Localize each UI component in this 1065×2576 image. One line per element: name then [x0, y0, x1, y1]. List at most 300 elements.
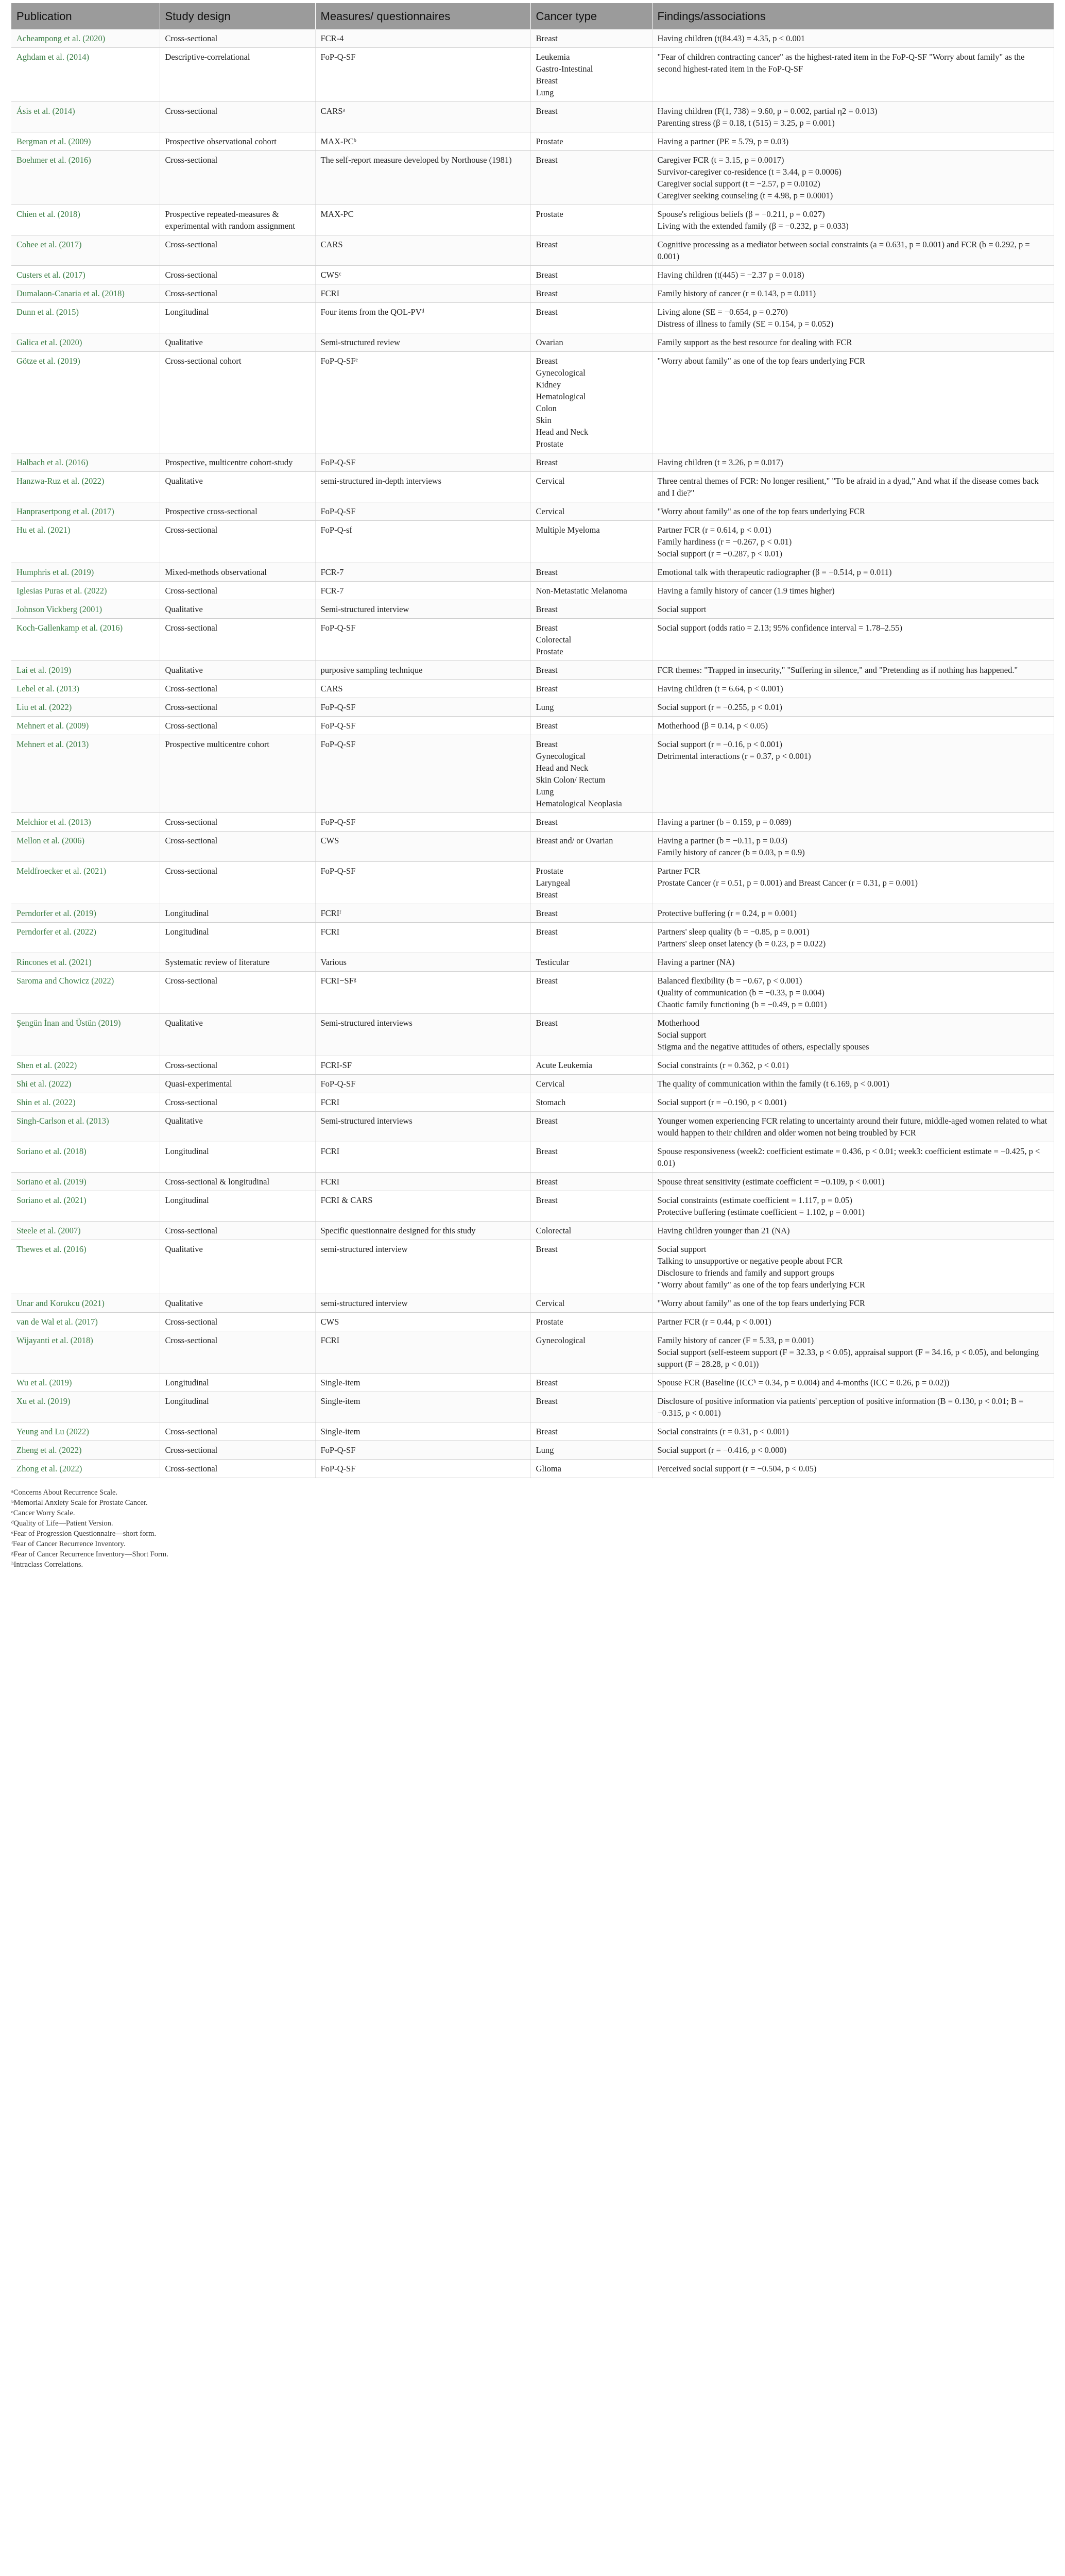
table-row [11, 1093, 1054, 1112]
cancer-type-line: Cervical [536, 506, 565, 516]
measures-cell: CWS [315, 1313, 530, 1331]
finding-line: Having children (t(84.43) = 4.35, p < 0.001 [657, 33, 805, 43]
findings-cell [652, 1222, 1054, 1240]
finding-line: Partner FCR [657, 866, 700, 876]
table-row [11, 953, 1054, 972]
measures-cell: FoP-Q-SF [315, 862, 530, 904]
publication-link[interactable]: Hu et al. (2021) [11, 521, 160, 563]
measures-cell: Single-item [315, 1422, 530, 1441]
measures-cell: Single-item [315, 1374, 530, 1392]
publication-link[interactable]: Yeung and Lu (2022) [11, 1422, 160, 1441]
publication-link[interactable]: Şengün İnan and Üstün (2019) [11, 1014, 160, 1056]
findings-cell [652, 813, 1054, 832]
study-design-cell: Prospective, multicentre cohort-study [160, 453, 315, 472]
publication-link[interactable]: Melchior et al. (2013) [11, 813, 160, 832]
publication-link[interactable]: Shin et al. (2022) [11, 1093, 160, 1112]
table-row [11, 661, 1054, 680]
publication-link[interactable]: Hanzwa-Ruz et al. (2022) [11, 472, 160, 502]
cancer-type-cell [530, 1056, 652, 1075]
table-row [11, 1331, 1054, 1374]
table-row [11, 352, 1054, 453]
measures-cell: Semi-structured interviews [315, 1014, 530, 1056]
publication-link[interactable]: Boehmer et al. (2016) [11, 151, 160, 205]
findings-cell [652, 48, 1054, 102]
publication-link[interactable]: Hanprasertpong et al. (2017) [11, 502, 160, 521]
finding-line: Social constraints (r = 0.362, p < 0.01) [657, 1060, 789, 1070]
measures-cell: MAX-PC [315, 205, 530, 235]
publication-link[interactable]: Mehnert et al. (2013) [11, 735, 160, 813]
cancer-type-line: Colon [536, 403, 557, 413]
finding-line: "Worry about family" as one of the top fears underlying FCR [657, 356, 865, 366]
study-design-cell: Cross-sectional [160, 29, 315, 48]
finding-line: "Worry about family" as one of the top fears underlying FCR [657, 1280, 865, 1290]
cancer-type-line: Breast [536, 1177, 558, 1187]
study-design-cell: Cross-sectional [160, 266, 315, 284]
finding-line: The quality of communication within the family (t 6.169, p < 0.001) [657, 1079, 889, 1089]
finding-line: Having a partner (b = −0.11, p = 0.03) [657, 836, 787, 845]
findings-cell [652, 563, 1054, 582]
study-design-cell: Cross-sectional [160, 832, 315, 862]
table-row [11, 1191, 1054, 1222]
publication-link[interactable]: Perndorfer et al. (2022) [11, 923, 160, 953]
measures-cell: FCR-7 [315, 563, 530, 582]
study-design-cell: Cross-sectional [160, 284, 315, 303]
findings-cell [652, 333, 1054, 352]
measures-cell: FoP-Q-SF [315, 48, 530, 102]
publication-link[interactable]: Shi et al. (2022) [11, 1075, 160, 1093]
table-row [11, 29, 1054, 48]
finding-line: Family history of cancer (b = 0.03, p = 0.9) [657, 848, 805, 857]
findings-cell [652, 1142, 1054, 1173]
publication-link[interactable]: Soriano et al. (2019) [11, 1173, 160, 1191]
cancer-type-line: Breast [536, 457, 558, 467]
publication-link[interactable]: Johnson Vickberg (2001) [11, 600, 160, 619]
cancer-type-cell [530, 1374, 652, 1392]
study-design-cell: Cross-sectional [160, 582, 315, 600]
table-row [11, 472, 1054, 502]
study-design-cell: Longitudinal [160, 1142, 315, 1173]
header-measures: Measures/ questionnaires [315, 3, 530, 29]
finding-line: Having children younger than 21 (NA) [657, 1226, 790, 1235]
cancer-type-line: Colorectal [536, 635, 572, 645]
cancer-type-line: Lung [536, 88, 554, 97]
table-row [11, 1112, 1054, 1142]
cancer-type-cell [530, 832, 652, 862]
study-design-cell: Qualitative [160, 1294, 315, 1313]
cancer-type-line: Breast [536, 356, 558, 366]
cancer-type-line: Skin [536, 415, 552, 425]
cancer-type-cell [530, 1112, 652, 1142]
finding-line: Having a partner (NA) [657, 957, 735, 967]
findings-cell [652, 235, 1054, 266]
publication-link[interactable]: Lai et al. (2019) [11, 661, 160, 680]
findings-cell [652, 151, 1054, 205]
publication-link[interactable]: van de Wal et al. (2017) [11, 1313, 160, 1331]
finding-line: "Fear of children contracting cancer" as the highest-rated item in the FoP-Q-SF "Worry about family" as the second highest-rated item in the FoP-Q-SF [657, 52, 1025, 74]
table-row [11, 600, 1054, 619]
cancer-type-line: Gynecological [536, 368, 586, 378]
cancer-type-line: Lung [536, 702, 554, 712]
findings-cell [652, 502, 1054, 521]
cancer-type-line: Breast [536, 908, 558, 918]
cancer-type-line: Breast [536, 1378, 558, 1387]
findings-cell [652, 284, 1054, 303]
publication-link[interactable]: Zheng et al. (2022) [11, 1441, 160, 1460]
findings-cell [652, 1191, 1054, 1222]
cancer-type-line: Breast [536, 270, 558, 280]
cancer-type-cell [530, 1422, 652, 1441]
findings-cell [652, 1460, 1054, 1478]
cancer-type-cell [530, 972, 652, 1014]
finding-line: Perceived social support (r = −0.504, p < 0.05) [657, 1464, 817, 1473]
findings-cell [652, 453, 1054, 472]
table-row [11, 48, 1054, 102]
finding-line: Younger women experiencing FCR relating to uncertainty around their future, middle-aged women related to what would happen to their children and older women not being troubled by FCR [657, 1116, 1047, 1138]
study-design-cell: Systematic review of literature [160, 953, 315, 972]
study-design-cell: Qualitative [160, 600, 315, 619]
publication-link[interactable]: Rincones et al. (2021) [11, 953, 160, 972]
findings-cell [652, 1313, 1054, 1331]
measures-cell: FCRI [315, 1331, 530, 1374]
publication-link[interactable]: Ásis et al. (2014) [11, 102, 160, 132]
table-row [11, 1142, 1054, 1173]
footnotes [11, 1487, 1054, 1570]
cancer-type-line: Head and Neck [536, 427, 589, 437]
publication-link[interactable]: Mellon et al. (2006) [11, 832, 160, 862]
publication-link[interactable]: Halbach et al. (2016) [11, 453, 160, 472]
finding-line: Having a partner (PE = 5.79, p = 0.03) [657, 137, 789, 146]
publication-link[interactable]: Singh-Carlson et al. (2013) [11, 1112, 160, 1142]
cancer-type-cell [530, 266, 652, 284]
cancer-type-cell [530, 48, 652, 102]
publication-link[interactable]: Custers et al. (2017) [11, 266, 160, 284]
cancer-type-cell [530, 619, 652, 661]
findings-cell [652, 904, 1054, 923]
cancer-type-cell [530, 1093, 652, 1112]
cancer-type-line: Gynecological [536, 1335, 586, 1345]
findings-cell [652, 1240, 1054, 1294]
table-row [11, 1392, 1054, 1422]
findings-cell [652, 1374, 1054, 1392]
cancer-type-line: Colorectal [536, 1226, 572, 1235]
cancer-type-line: Lung [536, 787, 554, 796]
findings-cell [652, 1422, 1054, 1441]
measures-cell: FoP-Q-SFᵉ [315, 352, 530, 453]
cancer-type-cell [530, 1014, 652, 1056]
study-design-cell: Qualitative [160, 472, 315, 502]
measures-cell: FoP-Q-SF [315, 1441, 530, 1460]
measures-cell: FoP-Q-SF [315, 717, 530, 735]
study-design-cell: Cross-sectional [160, 1460, 315, 1478]
publication-link[interactable]: Cohee et al. (2017) [11, 235, 160, 266]
publication-link[interactable]: Soriano et al. (2021) [11, 1191, 160, 1222]
header-row [11, 3, 1054, 29]
cancer-type-line: Skin Colon/ Rectum [536, 775, 606, 785]
publication-link[interactable]: Soriano et al. (2018) [11, 1142, 160, 1173]
publication-link[interactable]: Shen et al. (2022) [11, 1056, 160, 1075]
table-row [11, 904, 1054, 923]
finding-line: Emotional talk with therapeutic radiographer (β = −0.514, p = 0.011) [657, 567, 892, 577]
cancer-type-line: Breast [536, 1396, 558, 1406]
cancer-type-cell [530, 862, 652, 904]
findings-cell [652, 1173, 1054, 1191]
publication-link[interactable]: Thewes et al. (2016) [11, 1240, 160, 1294]
publication-link[interactable]: Dumalaon-Canaria et al. (2018) [11, 284, 160, 303]
measures-cell: FCRIᶠ [315, 904, 530, 923]
cancer-type-line: Breast [536, 289, 558, 298]
publication-link[interactable]: Götze et al. (2019) [11, 352, 160, 453]
table-row [11, 680, 1054, 698]
cancer-type-cell [530, 1075, 652, 1093]
findings-cell [652, 1056, 1054, 1075]
measures-cell: FCRI [315, 1173, 530, 1191]
cancer-type-line: Breast [536, 623, 558, 633]
study-design-cell: Cross-sectional [160, 1313, 315, 1331]
publication-link[interactable]: Meldfroecker et al. (2021) [11, 862, 160, 904]
cancer-type-line: Breast [536, 817, 558, 827]
study-design-cell: Cross-sectional [160, 619, 315, 661]
publication-link[interactable]: Mehnert et al. (2009) [11, 717, 160, 735]
table-row [11, 813, 1054, 832]
cancer-type-line: Breast [536, 1018, 558, 1028]
finding-line: Having children (t = 6.64, p < 0.001) [657, 684, 783, 693]
finding-line: Social support (r = −0.190, p < 0.001) [657, 1097, 787, 1107]
publication-link[interactable]: Bergman et al. (2009) [11, 132, 160, 151]
findings-cell [652, 29, 1054, 48]
findings-cell [652, 205, 1054, 235]
finding-line: Caregiver seeking counseling (t = 4.98, p = 0.0001) [657, 191, 833, 200]
publication-link[interactable]: Galica et al. (2020) [11, 333, 160, 352]
cancer-type-cell [530, 735, 652, 813]
findings-cell [652, 1441, 1054, 1460]
cancer-type-line: Non-Metastatic Melanoma [536, 586, 627, 596]
publication-link[interactable]: Lebel et al. (2013) [11, 680, 160, 698]
measures-cell: FoP-Q-sf [315, 521, 530, 563]
finding-line: Living with the extended family (β = −0.232, p = 0.033) [657, 221, 849, 231]
study-design-cell: Cross-sectional [160, 1093, 315, 1112]
publication-link[interactable]: Chien et al. (2018) [11, 205, 160, 235]
measures-cell: FCRI [315, 923, 530, 953]
table-row [11, 735, 1054, 813]
table-row [11, 235, 1054, 266]
table-header [11, 3, 1054, 29]
cancer-type-cell [530, 1441, 652, 1460]
measures-cell: FoP-Q-SF [315, 735, 530, 813]
cancer-type-cell [530, 717, 652, 735]
study-design-cell: Qualitative [160, 661, 315, 680]
cancer-type-line: Breast [536, 604, 558, 614]
finding-line: Cognitive processing as a mediator between social constraints (a = 0.631, p = 0.001) and FCR (b = 0.292, p = 0.001) [657, 240, 1030, 261]
study-design-cell: Qualitative [160, 333, 315, 352]
finding-line: Spouse threat sensitivity (estimate coefficient = −0.109, p < 0.001) [657, 1177, 885, 1187]
header-cancer-type: Cancer type [530, 3, 652, 29]
finding-line: Having a partner (b = 0.159, p = 0.089) [657, 817, 792, 827]
publication-link[interactable]: Wijayanti et al. (2018) [11, 1331, 160, 1374]
finding-line: Quality of communication (b = −0.33, p = 0.004) [657, 988, 824, 997]
finding-line: Spouse's religious beliefs (β = −0.211, p = 0.027) [657, 209, 825, 219]
study-design-cell: Descriptive-correlational [160, 48, 315, 102]
measures-cell: FoP-Q-SF [315, 698, 530, 717]
finding-line: Protective buffering (r = 0.24, p = 0.001) [657, 908, 797, 918]
cancer-type-cell [530, 1294, 652, 1313]
finding-line: Stigma and the negative attitudes of others, especially spouses [657, 1042, 869, 1052]
findings-cell [652, 266, 1054, 284]
study-design-cell: Prospective cross-sectional [160, 502, 315, 521]
study-design-cell: Cross-sectional [160, 1422, 315, 1441]
cancer-type-cell [530, 1331, 652, 1374]
finding-line: Spouse responsiveness (week2: coefficient estimate = 0.436, p < 0.01; week3: coefficient estimate = −0.425, p < 0.01) [657, 1146, 1040, 1168]
study-design-cell: Cross-sectional & longitudinal [160, 1173, 315, 1191]
table-row [11, 284, 1054, 303]
finding-line: Family support as the best resource for dealing with FCR [657, 337, 852, 347]
publication-link[interactable]: Unar and Korukcu (2021) [11, 1294, 160, 1313]
cancer-type-cell [530, 1460, 652, 1478]
finding-line: Spouse FCR (Baseline (ICCʰ = 0.34, p = 0.004) and 4-months (ICC = 0.26, p = 0.02)) [657, 1378, 950, 1387]
finding-line: Social support (r = −0.255, p < 0.01) [657, 702, 782, 712]
findings-cell [652, 600, 1054, 619]
table-row [11, 1240, 1054, 1294]
publication-link[interactable]: Wu et al. (2019) [11, 1374, 160, 1392]
publication-link[interactable]: Liu et al. (2022) [11, 698, 160, 717]
finding-line: "Worry about family" as one of the top fears underlying FCR [657, 1298, 865, 1308]
cancer-type-line: Prostate [536, 137, 563, 146]
findings-cell [652, 661, 1054, 680]
measures-cell: semi-structured interview [315, 1240, 530, 1294]
table-row [11, 502, 1054, 521]
finding-line: Prostate Cancer (r = 0.51, p = 0.001) and Breast Cancer (r = 0.31, p = 0.001) [657, 878, 918, 888]
cancer-type-line: Ovarian [536, 337, 563, 347]
table-row [11, 1294, 1054, 1313]
measures-cell: FCRI [315, 1093, 530, 1112]
findings-cell [652, 472, 1054, 502]
footnote: ᶠFear of Cancer Recurrence Inventory. [11, 1540, 126, 1548]
publication-link[interactable]: Aghdam et al. (2014) [11, 48, 160, 102]
table-row [11, 832, 1054, 862]
findings-cell [652, 698, 1054, 717]
study-design-cell: Longitudinal [160, 1374, 315, 1392]
publication-link[interactable]: Humphris et al. (2019) [11, 563, 160, 582]
findings-cell [652, 1294, 1054, 1313]
table-row [11, 521, 1054, 563]
measures-cell: CWSᶜ [315, 266, 530, 284]
study-design-cell: Longitudinal [160, 1392, 315, 1422]
table-row [11, 1422, 1054, 1441]
cancer-type-line: Breast [536, 976, 558, 986]
cancer-type-cell [530, 1222, 652, 1240]
cancer-type-cell [530, 813, 652, 832]
cancer-type-cell [530, 453, 652, 472]
publication-link[interactable]: Dunn et al. (2015) [11, 303, 160, 333]
cancer-type-line: Cervical [536, 1298, 565, 1308]
finding-line: Talking to unsupportive or negative people about FCR [657, 1256, 843, 1266]
cancer-type-line: Breast [536, 33, 558, 43]
table-row [11, 1222, 1054, 1240]
table-row [11, 972, 1054, 1014]
finding-line: Partners' sleep quality (b = −0.85, p = 0.001) [657, 927, 810, 937]
study-design-cell: Prospective repeated-measures & experimental with random assignment [160, 205, 315, 235]
measures-cell: Semi-structured review [315, 333, 530, 352]
cancer-type-line: Breast [536, 106, 558, 116]
study-design-cell: Longitudinal [160, 904, 315, 923]
measures-cell: Specific questionnaire designed for this study [315, 1222, 530, 1240]
study-design-cell: Cross-sectional [160, 521, 315, 563]
findings-cell [652, 832, 1054, 862]
publication-link[interactable]: Zhong et al. (2022) [11, 1460, 160, 1478]
study-design-cell: Cross-sectional [160, 717, 315, 735]
study-design-cell: Cross-sectional [160, 1331, 315, 1374]
cancer-type-line: Breast [536, 76, 558, 86]
table-row [11, 1441, 1054, 1460]
cancer-type-cell [530, 303, 652, 333]
publication-link[interactable]: Steele et al. (2007) [11, 1222, 160, 1240]
table-row [11, 1460, 1054, 1478]
measures-cell: FoP-Q-SF [315, 619, 530, 661]
finding-line: Chaotic family functioning (b = −0.49, p = 0.001) [657, 999, 827, 1009]
measures-cell: semi-structured in-depth interviews [315, 472, 530, 502]
findings-cell [652, 1014, 1054, 1056]
table-row [11, 1056, 1054, 1075]
table-row [11, 1313, 1054, 1331]
table-row [11, 205, 1054, 235]
cancer-type-line: Breast [536, 155, 558, 165]
measures-cell: FoP-Q-SF [315, 1075, 530, 1093]
publication-link[interactable]: Koch-Gallenkamp et al. (2016) [11, 619, 160, 661]
study-design-cell: Prospective observational cohort [160, 132, 315, 151]
cancer-type-line: Leukemia [536, 52, 570, 62]
cancer-type-cell [530, 1191, 652, 1222]
cancer-type-cell [530, 582, 652, 600]
measures-cell: Single-item [315, 1392, 530, 1422]
cancer-type-line: Acute Leukemia [536, 1060, 592, 1070]
cancer-type-cell [530, 600, 652, 619]
publication-link[interactable]: Acheampong et al. (2020) [11, 29, 160, 48]
cancer-type-line: Breast [536, 665, 558, 675]
measures-cell: FCRI−SFᵍ [315, 972, 530, 1014]
findings-cell [652, 1392, 1054, 1422]
study-design-cell: Prospective multicentre cohort [160, 735, 315, 813]
cancer-type-line: Breast [536, 721, 558, 731]
table-row [11, 582, 1054, 600]
measures-cell: FCRI [315, 284, 530, 303]
study-design-cell: Cross-sectional [160, 1441, 315, 1460]
measures-cell: CARSᵃ [315, 102, 530, 132]
studies-table [11, 3, 1054, 1478]
cancer-type-cell [530, 352, 652, 453]
finding-line: Social support (r = −0.287, p < 0.01) [657, 549, 782, 558]
table-row [11, 923, 1054, 953]
finding-line: Distress of illness to family (SE = 0.154, p = 0.052) [657, 319, 834, 329]
publication-link[interactable]: Xu et al. (2019) [11, 1392, 160, 1422]
study-design-cell: Quasi-experimental [160, 1075, 315, 1093]
cancer-type-line: Gynecological [536, 751, 586, 761]
header-findings: Findings/associations [652, 3, 1054, 29]
publication-link[interactable]: Iglesias Puras et al. (2022) [11, 582, 160, 600]
finding-line: Parenting stress (β = 0.18, t (515) = 3.25, p = 0.001) [657, 118, 835, 128]
publication-link[interactable]: Saroma and Chowicz (2022) [11, 972, 160, 1014]
footnote: ᵍFear of Cancer Recurrence Inventory—Short Form. [11, 1550, 168, 1558]
publication-link[interactable]: Perndorfer et al. (2019) [11, 904, 160, 923]
table-row [11, 1075, 1054, 1093]
table-row [11, 619, 1054, 661]
table-row [11, 303, 1054, 333]
finding-line: Social support [657, 604, 707, 614]
cancer-type-line: Gastro-Intestinal [536, 64, 593, 74]
study-design-cell: Cross-sectional [160, 1222, 315, 1240]
finding-line: Three central themes of FCR: No longer resilient," "To be afraid in a dyad," And what if the disease comes back and I die?" [657, 476, 1039, 498]
finding-line: Social support (r = −0.416, p < 0.000) [657, 1445, 787, 1455]
findings-cell [652, 953, 1054, 972]
cancer-type-cell [530, 502, 652, 521]
